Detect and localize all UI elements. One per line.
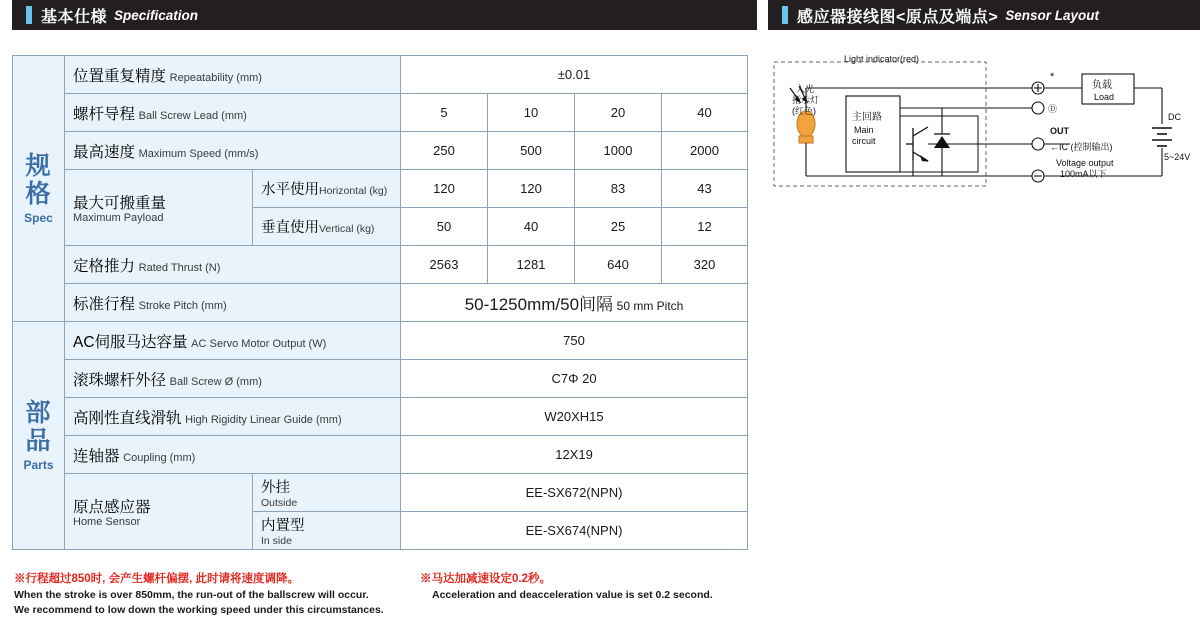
row-label-cn: 标准行程 [73, 295, 136, 313]
note-stroke-warning-en-1: When the stroke is over 850mm, the run-out of the ballscrew will occur. [14, 588, 369, 601]
row-label-en: Ball Screw Lead (mm) [138, 109, 247, 122]
value-cell: 40 [662, 94, 748, 132]
group-label-parts [13, 322, 65, 550]
value-linear-guide: W20XH15 [401, 398, 748, 436]
value-cell: 320 [662, 246, 748, 284]
row-label-en: Maximum Payload [73, 212, 164, 224]
label-ic: ←IC (控制输出) [1050, 142, 1113, 152]
value-repeatability: ±0.01 [401, 56, 748, 94]
value-coupling: 12X19 [401, 436, 748, 474]
row-label-cn: 螺杆导程 [73, 105, 136, 123]
row-label-maximum-speed [65, 132, 401, 170]
value-cell: 2000 [662, 132, 748, 170]
row-label-cn: 原点感应器 [73, 499, 151, 516]
notes-column-2 [420, 571, 750, 603]
row-label-coupling [65, 436, 401, 474]
accent-bar [782, 6, 788, 24]
row-label-cn: 滚珠螺杆外径 [73, 371, 167, 389]
specification-header [12, 0, 757, 30]
label-dc-range: 5~24V [1164, 152, 1190, 162]
row-sublabel-inside [253, 512, 401, 550]
row-label-en: Stroke Pitch (mm) [138, 299, 227, 312]
value-home-sensor-inside: EE-SX674(NPN) [401, 512, 748, 550]
row-sublabel-outside [253, 474, 401, 512]
table-row [13, 132, 748, 170]
group-label-parts-cn: 部品 [25, 399, 52, 455]
row-label-cn: 连轴器 [73, 447, 120, 465]
row-sublabel-cn: 内置型 [261, 518, 305, 534]
row-label-cn: 最大可搬重量 [73, 195, 167, 212]
diode-icon [934, 126, 950, 160]
label-load-en: Load [1094, 92, 1115, 102]
value-cell: 40 [488, 208, 575, 246]
row-label-en: Home Sensor [73, 516, 141, 528]
group-label-parts-en: Parts [23, 458, 54, 472]
group-label-spec [13, 56, 65, 322]
row-label-cn: 高刚性直线滑轨 [73, 409, 182, 427]
value-cell: 20 [575, 94, 662, 132]
row-label-cn: 位置重复精度 [73, 67, 167, 85]
row-sublabel-horizontal [253, 170, 401, 208]
value-cell: 25 [575, 208, 662, 246]
row-label-en: High Rigidity Linear Guide (mm) [185, 413, 342, 426]
sensor-layout-header [768, 0, 1200, 30]
label-light-cn-1: 入光 [796, 84, 815, 94]
specification-table-wrapper [12, 55, 747, 550]
label-light-cn-3: (红色) [792, 106, 816, 116]
table-row [13, 474, 748, 512]
label-light-cn-2: 指示灯 [792, 95, 820, 105]
row-sublabel-en: Vertical (kg) [319, 223, 375, 235]
value-cell: 2563 [401, 246, 488, 284]
row-sublabel-vertical [253, 208, 401, 246]
row-label-en: Rated Thrust (N) [138, 261, 221, 274]
value-stroke-pitch [401, 284, 748, 322]
row-label-ball-screw-diameter [65, 360, 401, 398]
row-label-cn: AC伺服马达容量 [73, 333, 188, 351]
table-row [13, 94, 748, 132]
value-ball-screw-diameter: C7Φ 20 [401, 360, 748, 398]
label-main-circuit-en-1: Main [854, 125, 874, 135]
value-cell: 5 [401, 94, 488, 132]
row-label-en: Ball Screw Ø (mm) [169, 375, 262, 388]
value-cell: 250 [401, 132, 488, 170]
table-row [13, 284, 748, 322]
value-cell: 50 [401, 208, 488, 246]
value-cell: 10 [488, 94, 575, 132]
note-stroke-warning-en-2: We recommend to low down the working speed under this circumstances. [14, 603, 384, 616]
value-cell: 120 [401, 170, 488, 208]
terminal-icons [1032, 82, 1044, 182]
row-sublabel-en: In side [261, 535, 292, 547]
group-label-spec-cn: 规格 [25, 152, 52, 208]
led-base-icon [799, 136, 813, 143]
row-sublabel-cn: 外挂 [261, 480, 290, 496]
group-label-spec-en: Spec [24, 211, 53, 225]
specification-header-en: Specification [114, 7, 199, 23]
sensor-circuit-svg [770, 48, 1190, 198]
table-row [13, 398, 748, 436]
value-cell: 120 [488, 170, 575, 208]
label-dc: DC [1168, 112, 1181, 122]
row-label-home-sensor [65, 474, 253, 550]
sensor-layout-header-cn: 感应器接线图<原点及端点> [797, 8, 999, 26]
row-label-en: Maximum Speed (mm/s) [138, 147, 259, 160]
sensor-layout-header-en: Sensor Layout [1005, 7, 1099, 23]
value-cell: 1000 [575, 132, 662, 170]
value-stroke-pitch-sub: 50 mm Pitch [616, 299, 684, 313]
label-terminal-d: Ⓓ [1048, 104, 1058, 114]
label-voltage-2: 100mA以下 [1060, 169, 1107, 179]
row-label-en: Repeatability (mm) [169, 71, 262, 84]
row-label-linear-guide [65, 398, 401, 436]
row-sublabel-en: Outside [261, 497, 298, 509]
note-stroke-warning-cn: ※行程超过850时, 会产生螺杆偏摆, 此时请将速度调降。 [14, 573, 299, 585]
row-label-rated-thrust [65, 246, 401, 284]
table-row [13, 170, 748, 208]
value-cell: 43 [662, 170, 748, 208]
row-label-en: Coupling (mm) [123, 451, 196, 464]
label-main-circuit-cn: 主回路 [852, 112, 882, 123]
table-row [13, 436, 748, 474]
row-label-en: AC Servo Motor Output (W) [191, 337, 327, 350]
table-row [13, 360, 748, 398]
specification-table [12, 55, 748, 550]
row-label-cn: 最高速度 [73, 143, 136, 161]
note-acceleration-en: Acceleration and deacceleration value is set 0.2 second. [432, 588, 713, 601]
row-label-ball-screw-lead [65, 94, 401, 132]
label-asterisk: * [1050, 71, 1055, 83]
accent-bar [26, 6, 32, 24]
dc-source-icon [1152, 128, 1172, 146]
table-row [13, 322, 748, 360]
row-sublabel-cn: 垂直使用 [261, 220, 319, 236]
label-light-indicator: Light indicator(red) [844, 54, 920, 64]
row-label-repeatability [65, 56, 401, 94]
value-cell: 1281 [488, 246, 575, 284]
value-ac-servo-motor-output: 750 [401, 322, 748, 360]
value-home-sensor-outside: EE-SX672(NPN) [401, 474, 748, 512]
note-acceleration-cn: ※马达加减速设定0.2秒。 [420, 573, 551, 585]
transistor-icon [906, 127, 928, 161]
table-row [13, 56, 748, 94]
value-cell: 500 [488, 132, 575, 170]
row-label-stroke-pitch [65, 284, 401, 322]
value-cell: 640 [575, 246, 662, 284]
row-label-ac-servo-motor-output [65, 322, 401, 360]
label-out: OUT [1050, 126, 1069, 136]
value-cell: 83 [575, 170, 662, 208]
value-stroke-pitch-main: 50-1250mm/50间隔 [464, 295, 614, 314]
specification-header-cn: 基本仕様 [41, 8, 108, 26]
row-sublabel-cn: 水平使用 [261, 182, 319, 198]
label-load-cn: 负载 [1092, 80, 1112, 91]
row-label-cn: 定格推力 [73, 257, 136, 275]
row-sublabel-en: Horizontal (kg) [319, 185, 388, 197]
sensor-layout-diagram [770, 48, 1190, 198]
table-row [13, 246, 748, 284]
label-voltage-1: Voltage output [1056, 158, 1114, 168]
value-cell: 12 [662, 208, 748, 246]
label-main-circuit-en-2: circuit [852, 136, 876, 146]
row-label-maximum-payload [65, 170, 253, 246]
